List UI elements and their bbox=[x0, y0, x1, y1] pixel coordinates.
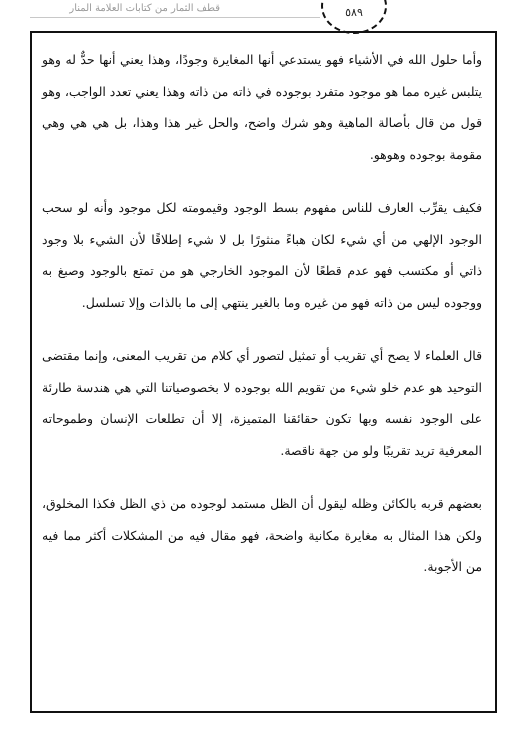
paragraph-1: وأما حلول الله في الأشياء فهو يستدعي أنها المغايرة وجودًا، وهذا يعني أنها حدٌّ له وهو يتلبس غيره مما هو موجود متفرد بوجوده في ذاته من ذاته وهذا يعني تعدد الواجب، وهو قول من قال بأصالة الماهية وهو شرك واضح، والحل غير هذا وهذا، بل هي هي وهي مقومة بوجوده وهوهو. bbox=[42, 52, 482, 162]
paragraph-4: بعضهم قربه بالكائن وظله ليقول أن الظل مستمد لوجوده من ذي الظل فكذا المخلوق، ولكن هذا المثال به مغايرة مكانية واضحة، فهو مقال فيه من المشكلات أكثر مما فيه من الأجوبة. bbox=[42, 496, 482, 574]
paragraph-2: فكيف يقرِّب العارف للناس مفهوم بسط الوجود وقيمومته لكل موجود وأنه لو سحب الوجود الإلهي من أي شيء لكان هباءً منثورًا بل لا شيء إطلاقًا لأن الشيء بلا وجود ذاتي أو مكتسب فهو عدم قطعًا لأن الموجود الخارجي هو من تمتع بالوجود وصبغ به ووجوده ليس من ذاته فهو من غيره وما بالغير ينتهي إلى ما بالذات وإلا تسلسل. bbox=[42, 200, 482, 310]
running-header-title: قطف الثمار من كتابات العلامة المنار bbox=[69, 3, 220, 14]
header-rule bbox=[30, 17, 320, 18]
paragraph-3: قال العلماء لا يصح أي تقريب أو تمثيل لتصور أي كلام من تقريب المعنى، وإنما مقتضى التوحيد هو عدم خلو شيء من تقويم الله بوجوده لا بخصوصياتنا التي هي هندسة طارئة على الوجود نفسه وبها تكون حقائقنا المتميزة، إلا أن تطلعات الإنسان وطموحاته المعرفية تريد تقريبًا ولو من جهة ناقصة. bbox=[42, 348, 482, 458]
page-body-text bbox=[42, 44, 482, 605]
page-number: ٥٨٩ bbox=[345, 6, 363, 19]
